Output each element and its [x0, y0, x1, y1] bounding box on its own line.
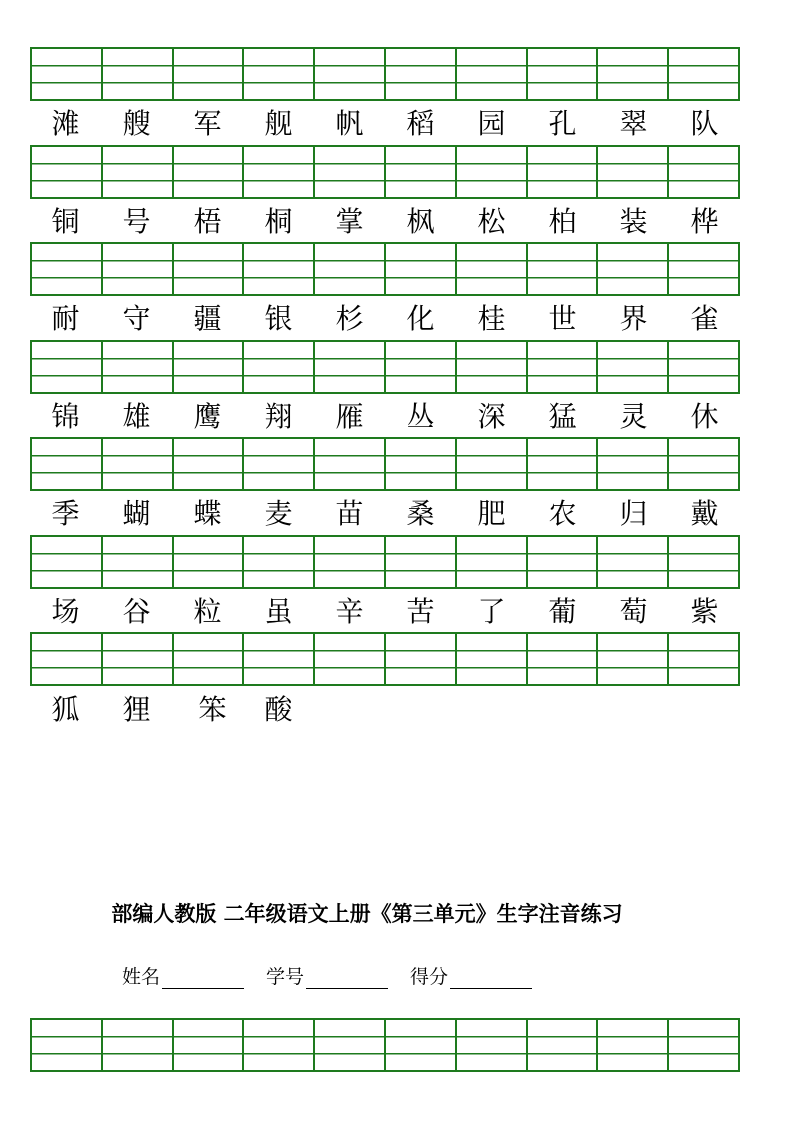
character: 园	[477, 107, 506, 140]
pinyin-cell[interactable]	[174, 537, 245, 587]
pinyin-cell[interactable]	[32, 439, 103, 489]
pinyin-cell[interactable]	[457, 537, 528, 587]
pinyin-cell[interactable]	[315, 439, 386, 489]
name-label: 姓名	[122, 966, 161, 988]
pinyin-cell[interactable]	[598, 439, 669, 489]
pinyin-cell[interactable]	[174, 244, 245, 294]
character: 狐	[51, 693, 80, 726]
character: 滩	[51, 107, 80, 140]
character: 装	[619, 205, 648, 238]
character: 苦	[406, 595, 435, 628]
pinyin-cell[interactable]	[103, 49, 174, 99]
character: 号	[122, 205, 151, 238]
pinyin-cell[interactable]	[103, 537, 174, 587]
pinyin-cell[interactable]	[32, 634, 103, 684]
character: 猛	[548, 400, 577, 433]
character: 柏	[548, 205, 577, 238]
character: 化	[406, 302, 435, 335]
pinyin-cell[interactable]	[244, 1020, 315, 1070]
character: 舰	[264, 107, 293, 140]
character: 狸	[122, 693, 151, 726]
pinyin-cell[interactable]	[244, 439, 315, 489]
pinyin-cell[interactable]	[103, 147, 174, 197]
pinyin-cell[interactable]	[174, 147, 245, 197]
character: 雁	[335, 400, 364, 433]
pinyin-grid-1	[30, 47, 740, 101]
character: 虽	[264, 595, 293, 628]
pinyin-grid-7	[30, 632, 740, 686]
score-label: 得分	[410, 966, 449, 988]
pinyin-cell[interactable]	[598, 49, 669, 99]
character: 守	[122, 302, 151, 335]
pinyin-cell[interactable]	[386, 244, 457, 294]
character: 银	[264, 302, 293, 335]
pinyin-cell[interactable]	[244, 49, 315, 99]
character: 界	[619, 302, 648, 335]
pinyin-cell[interactable]	[315, 49, 386, 99]
character: 掌	[335, 205, 364, 238]
pinyin-grid-8	[30, 1018, 740, 1072]
character: 苗	[335, 497, 364, 530]
pinyin-cell[interactable]	[32, 342, 103, 392]
character: 翔	[264, 400, 293, 433]
char-row-2	[30, 202, 740, 242]
pinyin-cell[interactable]	[669, 147, 738, 197]
pinyin-cell[interactable]	[598, 634, 669, 684]
pinyin-cell[interactable]	[457, 1020, 528, 1070]
student-info	[122, 962, 532, 989]
pinyin-cell[interactable]	[457, 342, 528, 392]
pinyin-cell[interactable]	[528, 244, 599, 294]
char-row-7	[30, 690, 740, 730]
pinyin-cell[interactable]	[386, 537, 457, 587]
pinyin-cell[interactable]	[669, 634, 738, 684]
character: 粒	[193, 595, 222, 628]
pinyin-cell[interactable]	[174, 634, 245, 684]
pinyin-cell[interactable]	[244, 244, 315, 294]
pinyin-cell[interactable]	[386, 439, 457, 489]
pinyin-cell[interactable]	[386, 1020, 457, 1070]
pinyin-cell[interactable]	[32, 537, 103, 587]
character: 军	[193, 107, 222, 140]
pinyin-cell[interactable]	[386, 634, 457, 684]
pinyin-cell[interactable]	[457, 49, 528, 99]
pinyin-grid-4	[30, 340, 740, 394]
number-field[interactable]	[266, 962, 388, 989]
pinyin-cell[interactable]	[32, 49, 103, 99]
character: 酸	[264, 693, 293, 726]
pinyin-cell[interactable]	[457, 147, 528, 197]
pinyin-cell[interactable]	[457, 439, 528, 489]
pinyin-cell[interactable]	[103, 1020, 174, 1070]
pinyin-cell[interactable]	[244, 342, 315, 392]
char-row-1	[30, 104, 740, 144]
pinyin-cell[interactable]	[386, 342, 457, 392]
pinyin-cell[interactable]	[315, 537, 386, 587]
worksheet-title: 部编人教版 二年级语文上册《第三单元》生字注音练习	[111, 902, 623, 926]
pinyin-cell[interactable]	[103, 439, 174, 489]
character: 深	[477, 400, 506, 433]
character: 铜	[51, 205, 80, 238]
pinyin-cell[interactable]	[528, 1020, 599, 1070]
pinyin-cell[interactable]	[669, 537, 738, 587]
pinyin-cell[interactable]	[457, 244, 528, 294]
pinyin-cell[interactable]	[315, 342, 386, 392]
character: 鹰	[193, 400, 222, 433]
pinyin-cell[interactable]	[669, 439, 738, 489]
pinyin-cell[interactable]	[174, 439, 245, 489]
pinyin-cell[interactable]	[528, 342, 599, 392]
character: 翠	[619, 107, 648, 140]
pinyin-cell[interactable]	[528, 147, 599, 197]
pinyin-cell[interactable]	[528, 634, 599, 684]
character: 桑	[406, 497, 435, 530]
pinyin-cell[interactable]	[103, 342, 174, 392]
pinyin-grid-5	[30, 437, 740, 491]
char-row-5	[30, 494, 740, 534]
pinyin-cell[interactable]	[174, 1020, 245, 1070]
character: 蝶	[193, 497, 222, 530]
character: 蝴	[122, 497, 151, 530]
pinyin-cell[interactable]	[103, 244, 174, 294]
pinyin-cell[interactable]	[669, 1020, 738, 1070]
character: 农	[548, 497, 577, 530]
pinyin-cell[interactable]	[457, 634, 528, 684]
character: 耐	[51, 302, 80, 335]
character: 季	[51, 497, 80, 530]
character: 归	[619, 497, 648, 530]
pinyin-cell[interactable]	[528, 439, 599, 489]
character: 场	[51, 595, 80, 628]
character: 谷	[122, 595, 151, 628]
number-blank[interactable]	[306, 968, 388, 989]
character: 萄	[619, 595, 648, 628]
pinyin-cell[interactable]	[315, 634, 386, 684]
character: 锦	[51, 400, 80, 433]
pinyin-cell[interactable]	[315, 147, 386, 197]
name-blank[interactable]	[162, 968, 244, 989]
name-field[interactable]	[122, 962, 244, 989]
character: 队	[690, 107, 719, 140]
pinyin-cell[interactable]	[32, 147, 103, 197]
pinyin-cell[interactable]	[669, 49, 738, 99]
character: 松	[477, 205, 506, 238]
character: 丛	[406, 400, 435, 433]
character: 肥	[477, 497, 506, 530]
char-row-3	[30, 299, 740, 339]
pinyin-cell[interactable]	[669, 244, 738, 294]
pinyin-cell[interactable]	[315, 244, 386, 294]
character: 雀	[690, 302, 719, 335]
character: 桐	[264, 205, 293, 238]
pinyin-cell[interactable]	[669, 342, 738, 392]
pinyin-cell[interactable]	[598, 537, 669, 587]
pinyin-grid-2	[30, 145, 740, 199]
pinyin-cell[interactable]	[528, 537, 599, 587]
character: 灵	[619, 400, 648, 433]
pinyin-grid-6	[30, 535, 740, 589]
character: 枫	[406, 205, 435, 238]
char-row-4	[30, 397, 740, 437]
character: 桦	[690, 205, 719, 238]
character: 疆	[193, 302, 222, 335]
character: 雄	[122, 400, 151, 433]
character: 戴	[690, 497, 719, 530]
pinyin-cell[interactable]	[598, 147, 669, 197]
character: 麦	[264, 497, 293, 530]
pinyin-cell[interactable]	[244, 634, 315, 684]
character: 孔	[548, 107, 577, 140]
pinyin-cell[interactable]	[598, 1020, 669, 1070]
character: 休	[690, 400, 719, 433]
pinyin-cell[interactable]	[386, 147, 457, 197]
character: 了	[477, 595, 506, 628]
pinyin-cell[interactable]	[32, 1020, 103, 1070]
char-row-6	[30, 592, 740, 632]
character: 桂	[477, 302, 506, 335]
character: 葡	[548, 595, 577, 628]
pinyin-cell[interactable]	[598, 342, 669, 392]
number-label: 学号	[266, 966, 305, 988]
pinyin-cell[interactable]	[315, 1020, 386, 1070]
score-blank[interactable]	[450, 968, 532, 989]
pinyin-grid-3	[30, 242, 740, 296]
character: 辛	[335, 595, 364, 628]
pinyin-cell[interactable]	[598, 244, 669, 294]
pinyin-cell[interactable]	[386, 49, 457, 99]
character: 杉	[335, 302, 364, 335]
pinyin-cell[interactable]	[174, 49, 245, 99]
pinyin-cell[interactable]	[244, 537, 315, 587]
pinyin-cell[interactable]	[103, 634, 174, 684]
character: 艘	[122, 107, 151, 140]
character: 稻	[406, 107, 435, 140]
character: 紫	[690, 595, 719, 628]
character: 笨	[198, 693, 227, 726]
character: 世	[548, 302, 577, 335]
pinyin-cell[interactable]	[244, 147, 315, 197]
pinyin-cell[interactable]	[528, 49, 599, 99]
character: 梧	[193, 205, 222, 238]
pinyin-cell[interactable]	[32, 244, 103, 294]
character: 帆	[335, 107, 364, 140]
pinyin-cell[interactable]	[174, 342, 245, 392]
score-field[interactable]	[410, 962, 532, 989]
